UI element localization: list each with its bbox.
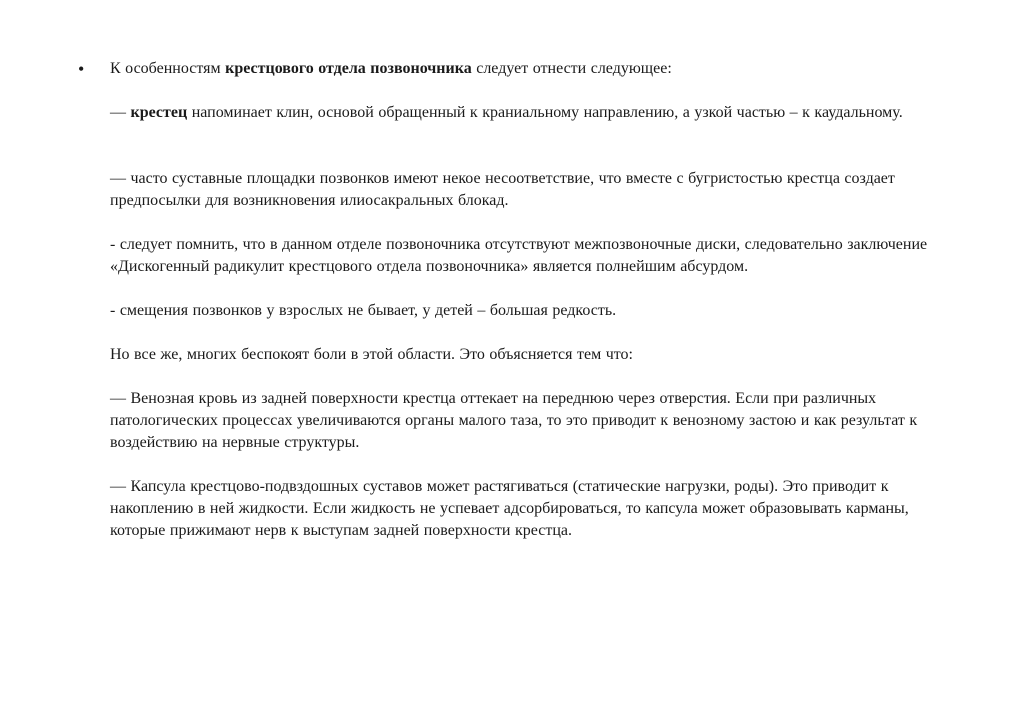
intro-text-start: К особенностям [110,60,226,77]
spacer [110,80,960,102]
joints-paragraph: — часто суставные площадки позвонков имеют некое несоответствие, что вместе с бугристостью крестца создает предпосылки для возникновения илиосакральных блокад. [110,170,895,209]
spacer [110,124,960,168]
bullet-content [110,58,960,542]
spacer [110,212,960,234]
venous-paragraph: — Венозная кровь из задней поверхности крестца оттекает на переднюю через отверстия. Если при различных патологических процессах увеличиваются органы малого таза, то это приводит к венозному застою и как результат к воздействию на нервные структуры. [110,390,918,451]
intro-bold-term: крестцового отдела позвоночника [225,60,472,77]
sacrum-dash: — [110,104,131,121]
capsule-paragraph: — Капсула крестцово-подвздошных суставов может растягиваться (статические нагрузки, роды). Это приводит к накоплению в ней жидкости. Если жидкость не успевает адсорбироваться, то капсула может образовывать карманы, которые прижимают нерв к выступам задней поверхности крестца. [110,478,909,539]
spacer [110,454,960,476]
pain-paragraph: Но все же, многих беспокоят боли в этой области. Это объясняется тем что: [110,346,633,363]
intro-text-end: следует отнести следующее: [471,60,672,77]
spacer [110,366,960,388]
sacrum-text: напоминает клин, основой обращенный к краниальному направлению, а узкой частью – к каудальному. [187,104,903,121]
sacrum-bold-term: крестец [130,104,188,121]
sacrum-paragraph [110,102,960,124]
discs-paragraph: - следует помнить, что в данном отделе позвоночника отсутствуют межпозвоночные диски, следовательно заключение «Дискогенный радикулит крестцового отдела позвоночника» является полнейшим абсурдом. [110,236,928,275]
bullet-marker: • [78,59,85,79]
spacer [110,278,960,300]
shift-paragraph: - смещения позвонков у взрослых не бывает, у детей – большая редкость. [110,302,617,319]
spacer [110,322,960,344]
intro-paragraph [110,58,960,80]
